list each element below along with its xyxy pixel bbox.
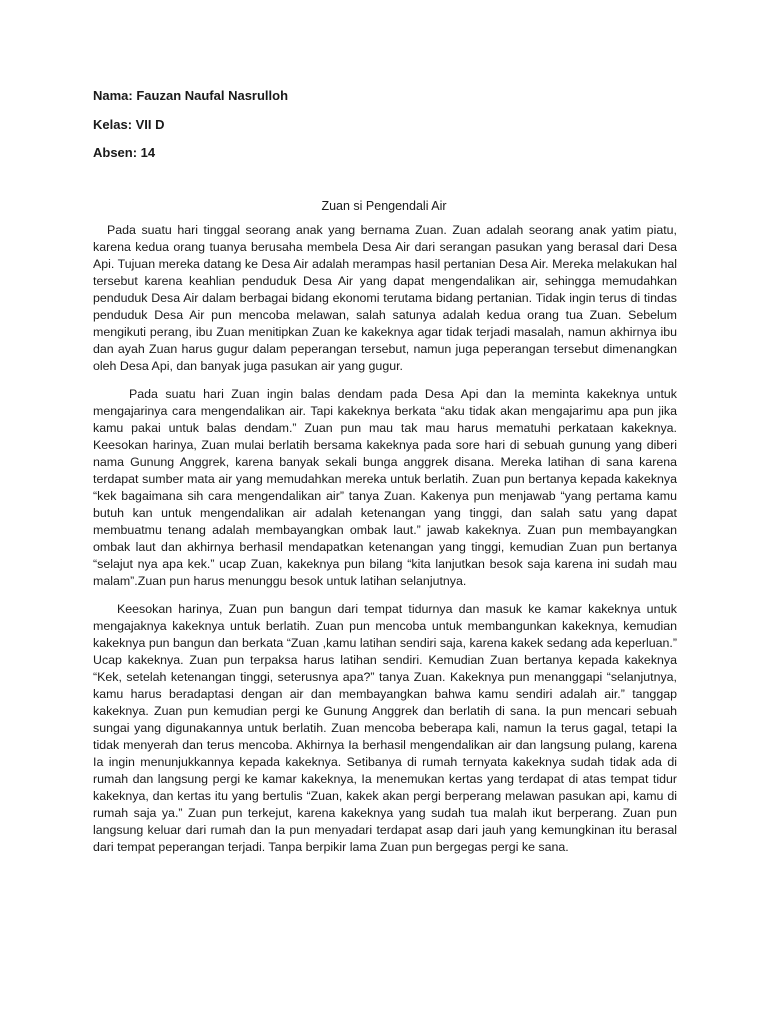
story-title: Zuan si Pengendali Air: [321, 199, 447, 213]
paragraph-3: Keesokan harinya, Zuan pun bangun dari tempat tidurnya dan masuk ke kamar kakeknya untuk mengajaknya kakeknya untuk berlatih. Zuan pun mencoba untuk membangunkan kakeknya, kemudian kakeknya pun bangun dan berkata “Zuan ,kamu latihan sendiri saja, karena kakek sedang ada keperluan.” Ucap kakeknya. Zuan pun terpaksa harus latihan sendiri. Kemudian Zuan bertanya kepada kakeknya “Kek, setelah ketenangan tinggi, seterusnya apa?” tanya Zuan. Kakeknya pun menanggapi “selanjutnya, kamu harus beradaptasi dengan air dan membayangkan bahwa kamu sendiri adalah air.” tanggap kakeknya. Zuan pun kemudian pergi ke Gunung Anggrek dan berlatih di sana. Ia pun mencari sebuah sungai yang digunakannya untuk berlatih. Zuan mencoba beberapa kali, namun Ia terus gagal, tetapi Ia tidak menyerah dan terus mencoba. Akhirnya Ia berhasil mengendalikan air dan langsung pulang, karena Ia ingin menunjukkannya kepada kakeknya. Setibanya di rumah ternyata kakeknya sudah tidak ada di rumah dan langsung pergi ke kamar kakeknya, Ia menemukan kertas yang terdapat di atas tempat tidur kakeknya, dan kertas itu yang bertulis “Zuan, kakek akan pergi berperang melawan pasukan api, kamu di rumah saja ya.” Zuan pun terkejut, karena kakeknya yang sudah tua malah ikut berperang. Zuan pun langsung keluar dari rumah dan Ia pun menyadari terdapat asap dari jauh yang kemungkinan itu berasal dari tempat peperangan terjadi. Tanpa berpikir lama Zuan pun bergegas pergi ke sana.: [93, 602, 677, 854]
student-attendance-number: Absen: 14: [93, 145, 156, 160]
paragraph-2: Pada suatu hari Zuan ingin balas dendam pada Desa Api dan Ia meminta kakeknya untuk mengajarinya cara mengendalikan air. Tapi kakeknya berkata “aku tidak akan mengajarimu apa pun jika kamu pakai untuk balas dendam.” Zuan pun mau tak mau harus mematuhi perkataan kakeknya. Keesokan harinya, Zuan mulai berlatih bersama kakeknya pada sore hari di sebuah gunung yang diberi nama Gunung Anggrek, karena banyak sekali bunga anggrek disana. Mereka latihan di sana karena terdapat sumber mata air yang memudahkan mereka untuk berlatih. Zuan pun bertanya kepada kakeknya “kek bagaimana sih cara mengendalikan air” tanya Zuan. Kakenya pun menjawab “yang pertama kamu butuh kan untuk mengendalikan air adalah ketenangan yang tinggi, dan salah satu yang dapat membuatmu tenang adalah membayangkan ombak laut.” jawab kakeknya. Zuan pun membayangkan ombak laut dan akhirnya berhasil mendapatkan ketenangan yang tinggi, kemudian Zuan pun bertanya “selajut nya apa kek.” ucap Zuan, kakeknya pun bilang “kita lanjutkan besok saja karena ini sudah mau malam”.Zuan pun harus menunggu besok untuk latihan selanjutnya.: [93, 387, 677, 588]
student-class: Kelas: VII D: [93, 117, 165, 132]
paragraph-1: Pada suatu hari tinggal seorang anak yang bernama Zuan. Zuan adalah seorang anak yatim piatu, karena kedua orang tuanya berusaha membela Desa Air dari serangan pasukan yang berasal dari Desa Api. Tujuan mereka datang ke Desa Air adalah merampas hasil pertanian Desa Air. Mereka melakukan hal tersebut karena keahlian penduduk Desa Air yang dapat mengendalikan air, sehingga memudahkan penduduk Desa Air dalam berbagai bidang ekonomi terutama bidang pertanian. Tidak ingin terus di tindas penduduk Desa Air pun mencoba melawan, salah satunya adalah kedua orang tua Zuan. Sebelum mengikuti perang, ibu Zuan menitipkan Zuan ke kakeknya agar tidak terjadi masalah, namun akhirnya ibu dan ayah Zuan harus gugur dalam peperangan tersebut, namun juga peperangan tersebut dimenangkan oleh Desa Api, dan banyak juga pasukan air yang gugur.: [93, 223, 677, 373]
student-name: Nama: Fauzan Naufal Nasrulloh: [93, 88, 289, 103]
story-body: [93, 222, 677, 867]
